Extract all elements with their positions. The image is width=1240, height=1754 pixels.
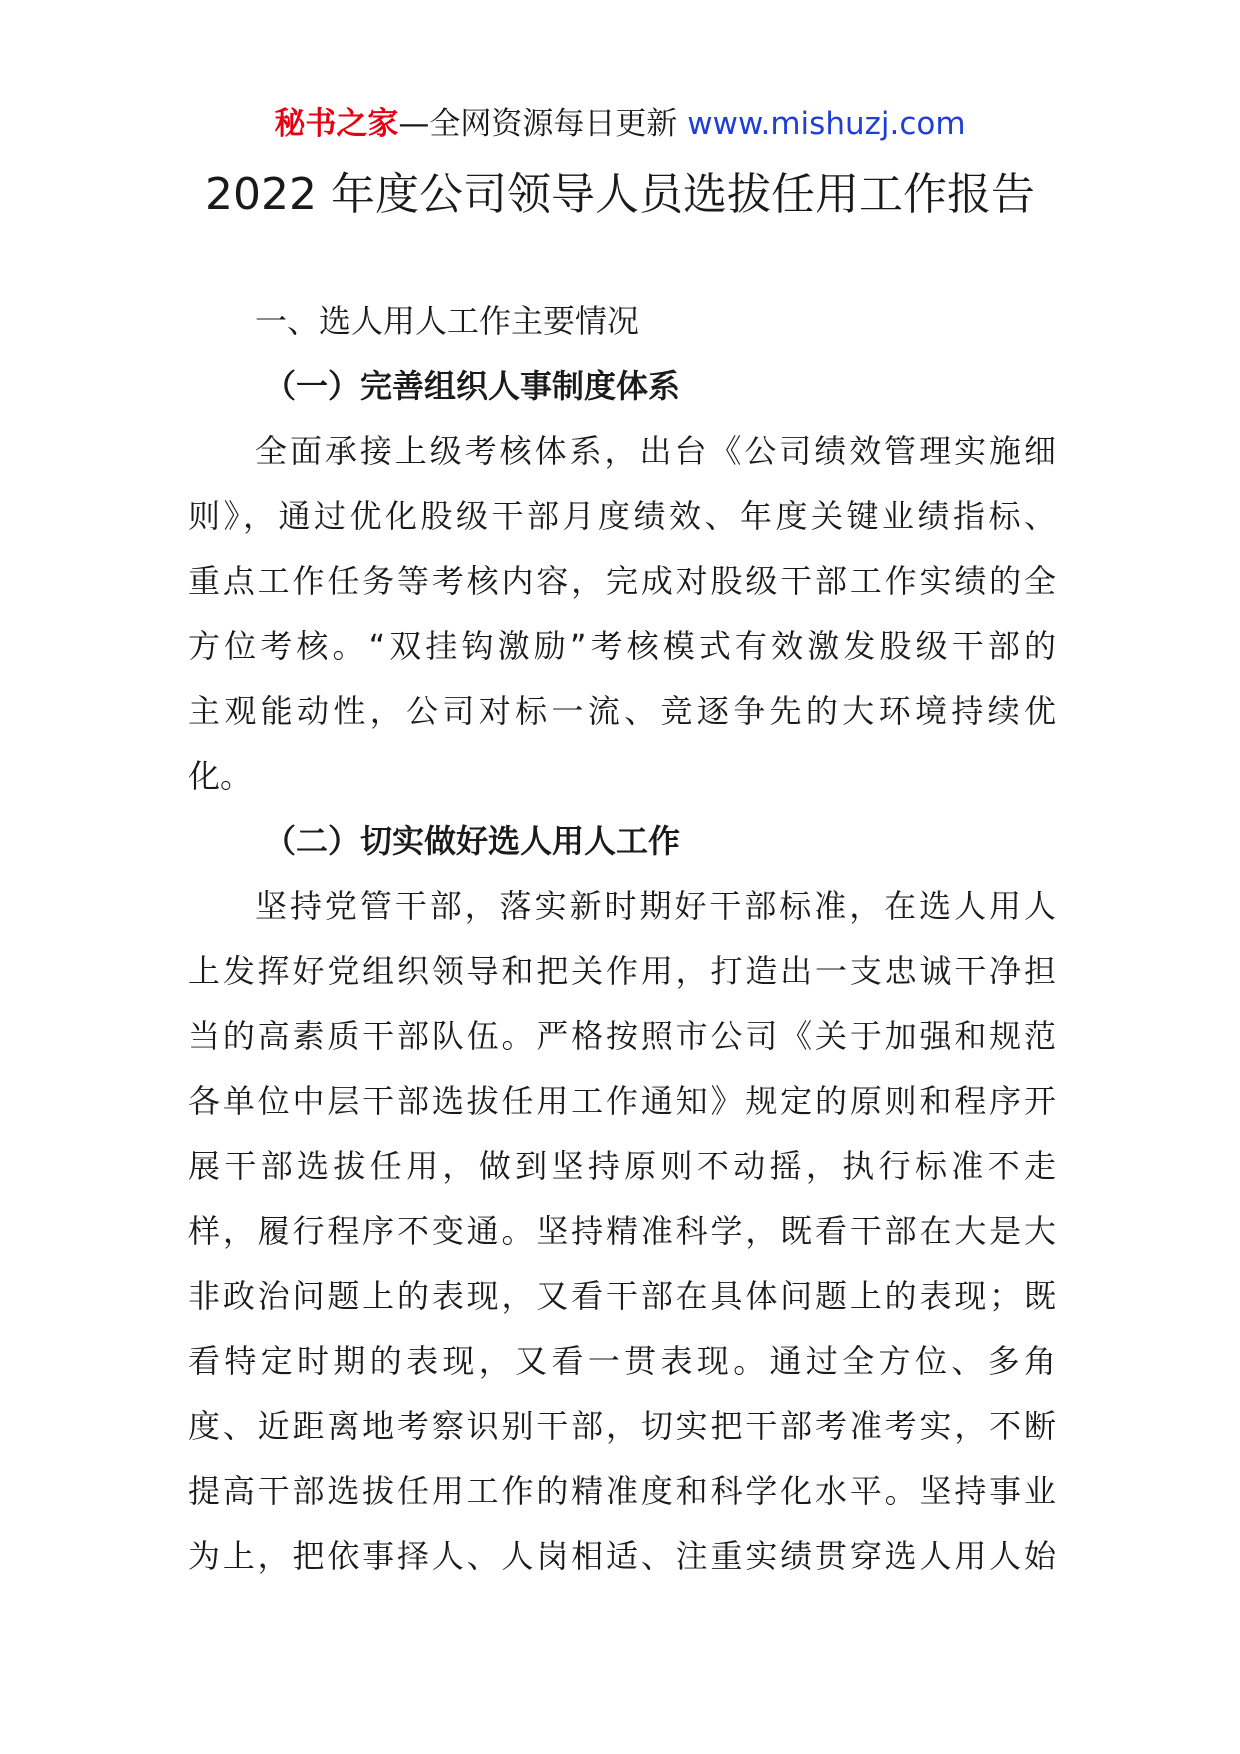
paragraph-line: 非政治问题上的表现，又看干部在具体问题上的表现；既 xyxy=(188,1277,1056,1315)
paragraph-line: 上发挥好党组织领导和把关作用，打造出一支忠诚干净担 xyxy=(188,952,1056,990)
paragraph-line: 为上，把依事择人、人岗相适、注重实绩贯穿选人用人始 xyxy=(188,1537,1056,1575)
paragraph-line: 展干部选拔任用，做到坚持原则不动摇，执行标准不走 xyxy=(188,1147,1056,1185)
site-banner xyxy=(0,100,1240,148)
paragraph-line: 坚持党管干部，落实新时期好干部标准，在选人用人 xyxy=(255,887,1056,925)
paragraph-line: 各单位中层干部选拔任用工作通知》规定的原则和程序开 xyxy=(188,1082,1056,1120)
section-heading: 一、选人用人工作主要情况 xyxy=(255,302,640,340)
paragraph-line: 主观能动性，公司对标一流、竞逐争先的大环境持续优 xyxy=(188,692,1056,730)
paragraph-line: 化。 xyxy=(188,757,253,795)
paragraph-line: 重点工作任务等考核内容，完成对股级干部工作实绩的全 xyxy=(188,562,1056,600)
paragraph-line: 样，履行程序不变通。坚持精准科学，既看干部在大是大 xyxy=(188,1212,1056,1250)
document-body xyxy=(188,289,1056,1589)
subsection-heading: （一）完善组织人事制度体系 xyxy=(264,367,681,405)
banner-brand: 秘书之家 xyxy=(274,106,399,142)
paragraph-line: 度、近距离地考察识别干部，切实把干部考准考实，不断 xyxy=(188,1407,1056,1445)
document-title: 2022 年度公司领导人员选拔任用工作报告 xyxy=(205,169,1035,220)
paragraph-line: 看特定时期的表现，又看一贯表现。通过全方位、多角 xyxy=(188,1342,1056,1380)
banner-url[interactable]: www.mishuzj.com xyxy=(687,106,966,142)
paragraph-line: 则》，通过优化股级干部月度绩效、年度关键业绩指标、 xyxy=(188,497,1056,535)
banner-tagline: —全网资源每日更新 xyxy=(398,106,688,142)
paragraph-line: 全面承接上级考核体系，出台《公司绩效管理实施细 xyxy=(255,432,1056,470)
paragraph-line: 提高干部选拔任用工作的精准度和科学化水平。坚持事业 xyxy=(188,1472,1056,1510)
subsection-heading: （二）切实做好选人用人工作 xyxy=(264,822,681,860)
paragraph-line: 方位考核。“双挂钩激励”考核模式有效激发股级干部的 xyxy=(188,627,1056,665)
paragraph-line: 当的高素质干部队伍。严格按照市公司《关于加强和规范 xyxy=(188,1017,1056,1055)
